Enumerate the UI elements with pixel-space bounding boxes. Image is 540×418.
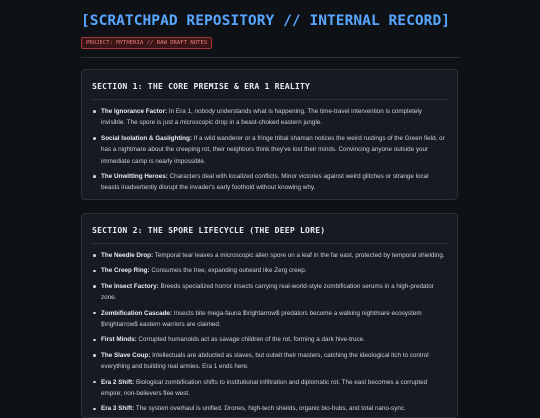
bullet-icon [93, 137, 96, 140]
item-text: If a wild wanderer or a fringe tribal shaman notices the weird rustings of the Green field, or has a nightmare about the creeping rot, their neighbors think they've lost their minds. Convincing anyone outside your immediate camp is nearly impossible. [101, 134, 445, 165]
item-label: The Unwitting Heroes: [101, 173, 168, 181]
item-label: Zombification Cascade: [101, 309, 173, 317]
bullet-icon [93, 339, 96, 342]
item-label: Era 2 Shift: [101, 378, 135, 386]
bullet-icon [93, 254, 96, 257]
item-text: understands what is happening. The time-travel intervention is completely invisible. The spore is just a microscopic drop in a beast-choked eastern jungle. [101, 108, 422, 127]
list-item [92, 265, 447, 276]
list-item [92, 281, 447, 304]
list-item [92, 133, 447, 167]
item-label: The Slave Coup: [101, 351, 151, 359]
bullet-icon [93, 285, 96, 288]
item-label: Era 3 Shift: [101, 405, 135, 413]
list-item [92, 377, 447, 400]
item-emphasis: nobody [194, 108, 216, 115]
bullet-icon [93, 312, 96, 315]
item-label: First Minds: [101, 336, 137, 344]
bullet-icon [93, 175, 96, 178]
list-item [92, 308, 447, 331]
list-item [92, 350, 447, 373]
list-item [92, 403, 447, 414]
item-text: In Era 1, [167, 108, 195, 115]
list-item [92, 250, 447, 261]
item-label: The Needle Drop: [101, 252, 154, 259]
page-title: [SCRATCHPAD REPOSITORY // INTERNAL RECORD] [81, 12, 451, 29]
bullet-icon [93, 110, 96, 113]
list-item [92, 171, 447, 194]
section-1-title: SECTION 1: THE CORE PREMISE & ERA 1 REALITY [92, 70, 447, 100]
section-1-list [92, 100, 447, 194]
bullet-icon [93, 270, 96, 273]
item-label: Social Isolation & Gaslighting: [101, 134, 192, 142]
bullet-icon [93, 381, 96, 384]
bullet-icon [93, 408, 96, 411]
project-badge: PROJECT: MYTHERIA // RAW DRAFT NOTES [81, 37, 212, 49]
item-text: Temporal tear leaves a microscopic alien spore on a leaf in the far east, protected by temporal shielding. [153, 252, 445, 259]
section-2-list [92, 244, 447, 415]
item-label: The Insect Factory: [101, 282, 159, 290]
list-item [92, 106, 447, 129]
section-1-card [81, 69, 458, 200]
item-text: Consumes the tree, expanding outward like Zerg creep. [149, 267, 307, 275]
header-divider [81, 57, 460, 58]
item-text: The system overhaul is unified. Drones, high-tech shields, organic bio-hubs, and total nano-sync. [134, 405, 406, 413]
item-text: Biological zombification shifts to institutional infiltration and diplomatic rot. The east becomes a corrupted empire; non-believers flee west. [101, 378, 428, 398]
item-text: Insects bite mega-fauna $\rightarrow$ predators become a walking nightmare ecosystem $\rightarrow$ eastern warriors are claimed. [101, 309, 422, 329]
item-text: Intellectuals are abducted as slaves, but outwit their masters, catching the ideological itch to control everything and building real armies. Era 1 ends here. [101, 351, 429, 371]
item-label: The Creep Ring: [101, 267, 150, 275]
item-text: Breeds specialized horror insects carrying real-world-style zombification serums in a high-predator zone. [101, 282, 434, 302]
section-2-card [81, 213, 458, 418]
section-2-title: SECTION 2: THE SPORE LIFECYCLE (THE DEEP LORE) [92, 214, 447, 244]
list-item [92, 334, 447, 345]
bullet-icon [93, 354, 96, 357]
item-text: Corrupted humanoids act as savage children of the rot, forming a dark hive-truce. [136, 336, 365, 344]
item-text: Characters deal with localized conflicts. Minor victories against weird glitches or strange local beasts inadvertently disrupt the invader's early foothold without knowing why. [101, 173, 429, 192]
item-label: The Ignorance Factor: [101, 108, 168, 115]
